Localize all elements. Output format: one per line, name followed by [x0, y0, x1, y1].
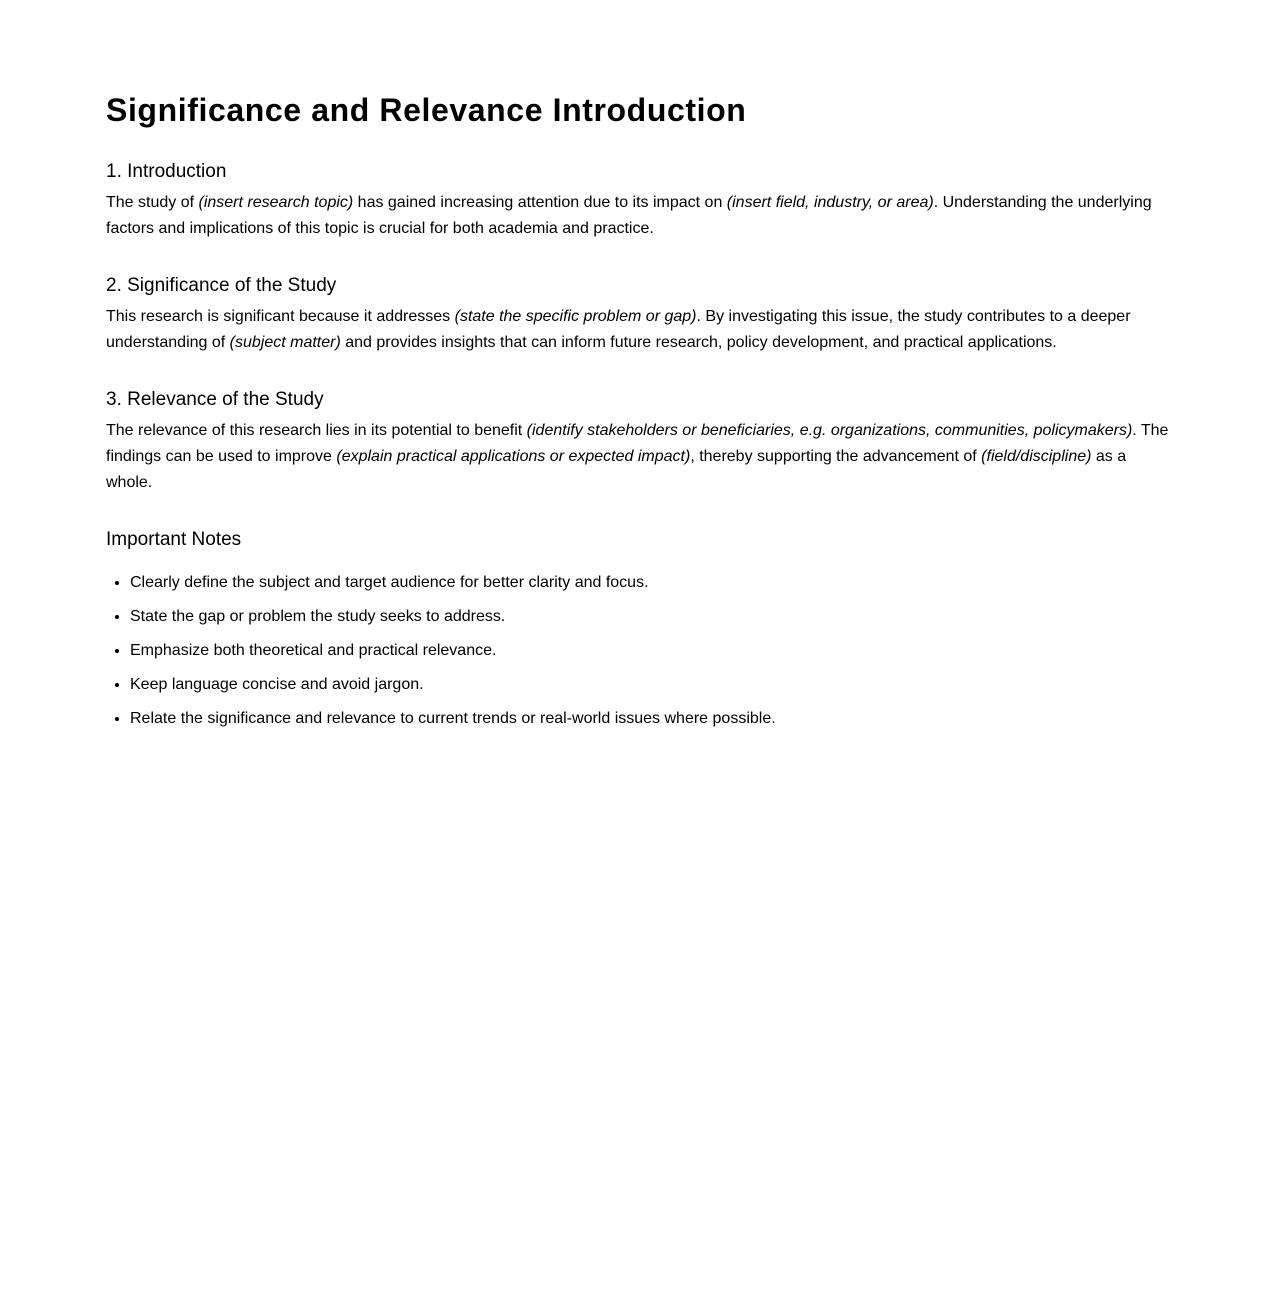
introduction-text-3: . Understanding the underlying factors and implications of this topic is crucial for both academia and practice. — [106, 194, 1152, 237]
list-item: • State the gap or problem the study seeks to address. — [130, 604, 1172, 630]
significance-placeholder-subject: (subject matter) — [229, 334, 341, 351]
significance-paragraph — [106, 304, 1172, 356]
introduction-placeholder-field: (insert field, industry, or area) — [726, 194, 934, 211]
introduction-section — [106, 160, 1172, 242]
relevance-placeholder-stakeholders: (identify stakeholders or beneficiaries, e.g. organizations, communities, policymakers) — [526, 422, 1133, 439]
page-title: Significance and Relevance Introduction — [106, 92, 747, 128]
relevance-heading: 3. Relevance of the Study — [106, 389, 324, 410]
introduction-text-1: The study of — [106, 194, 199, 211]
list-item: • Clearly define the subject and target audience for better clarity and focus. — [130, 570, 1172, 596]
important-notes-heading: Important Notes — [106, 529, 242, 550]
introduction-text-2: has gained increasing attention due to its impact on — [353, 194, 727, 211]
significance-section — [106, 274, 1172, 356]
introduction-paragraph — [106, 190, 1172, 242]
relevance-text-3: , thereby supporting the advancement of — [690, 448, 982, 465]
significance-text-1: This research is significant because it addresses — [106, 308, 455, 325]
important-notes-section — [106, 528, 1172, 732]
relevance-placeholder-applications: (explain practical applications or expected impact) — [336, 448, 691, 465]
relevance-text-4: as a whole. — [106, 448, 1127, 491]
introduction-placeholder-topic: (insert research topic) — [198, 194, 354, 211]
relevance-section — [106, 388, 1172, 496]
significance-placeholder-problem: (state the specific problem or gap) — [454, 308, 697, 325]
notes-list — [106, 570, 1172, 732]
introduction-heading: 1. Introduction — [106, 161, 227, 182]
list-item: • Relate the significance and relevance to current trends or real-world issues where possible. — [130, 706, 1172, 732]
list-item: • Emphasize both theoretical and practical relevance. — [130, 638, 1172, 664]
list-item: • Keep language concise and avoid jargon. — [130, 672, 1172, 698]
relevance-paragraph — [106, 418, 1172, 496]
significance-text-3: and provides insights that can inform future research, policy development, and practical applications. — [340, 334, 1057, 351]
significance-heading: 2. Significance of the Study — [106, 275, 337, 296]
significance-text-2: . By investigating this issue, the study contributes to a deeper understanding of — [106, 308, 1131, 351]
relevance-text-2: . The findings can be used to improve — [106, 422, 1169, 465]
relevance-placeholder-discipline: (field/discipline) — [981, 448, 1092, 465]
relevance-text-1: The relevance of this research lies in its potential to benefit — [106, 422, 527, 439]
